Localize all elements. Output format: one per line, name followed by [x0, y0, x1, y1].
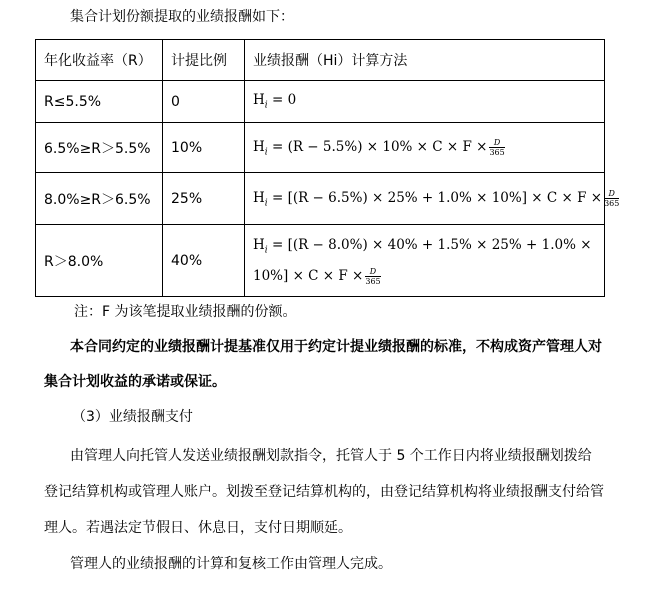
header-annual-return: 年化收益率（R）	[36, 40, 163, 81]
formula-text: = [(R − 8.0%) × 40% + 1.5% × 25% + 1.0% ×	[271, 236, 592, 253]
header-method: 业绩报酬（Hi）计算方法	[245, 40, 605, 81]
payment-line-3: 理人。若遇法定节假日、休息日，支付日期顺延。	[44, 520, 352, 536]
table-row	[36, 81, 605, 123]
table-header-row	[36, 40, 605, 81]
formula-text: = (R − 5.5%) × 10% × C × F ×	[271, 138, 488, 155]
disclaimer-line-2: 集合计划收益的承诺或保证。	[44, 374, 226, 390]
formula-text-cont: 10%] × C × F ×	[253, 268, 364, 285]
performance-fee-table	[35, 39, 620, 297]
payment-line-1: 由管理人向托管人发送业绩报酬划款指令，托管人于 5 个工作日内将业绩报酬划拨给	[70, 448, 592, 464]
final-paragraph: 管理人的业绩报酬的计算和复核工作由管理人完成。	[70, 556, 392, 572]
table-row	[36, 173, 605, 225]
table-note: 注：F 为该笔提取业绩报酬的份额。	[74, 304, 297, 320]
formula-text: = [(R − 6.5%) × 25% + 1.0% × 10%] × C × F ×	[271, 189, 603, 206]
cell-ratio: 40%	[163, 225, 245, 297]
cell-ratio: 0	[163, 81, 245, 123]
disclaimer-line-1: 本合同约定的业绩报酬计提基准仅用于约定计提业绩报酬的标准，不构成资产管理人对	[70, 339, 602, 355]
header-ratio: 计提比例	[163, 40, 245, 81]
cell-range: R≤5.5%	[36, 81, 163, 123]
cell-formula: $H_i = (R - 5.5\%) \times 10\% \times C \times F$ × $\frac{D}{365}$	[245, 123, 605, 173]
cell-range: R＞8.0%	[36, 225, 163, 297]
cell-range: 8.0%≥R＞6.5%	[36, 173, 163, 225]
fraction-d-365: $\frac{D}{365}$	[489, 137, 505, 157]
cell-formula: $H_i = [(R - 8.0\%) \times 40\% + 1.5\% \times 25\% + 1.0\%$ × 10%] × C × F × $\frac{D}{365}$	[245, 225, 605, 297]
cell-range: 6.5%≥R＞5.5%	[36, 123, 163, 173]
cell-ratio: 10%	[163, 123, 245, 173]
fraction-d-365: $\frac{D}{365}$	[604, 188, 620, 208]
intro-text: 集合计划份额提取的业绩报酬如下：	[70, 9, 294, 25]
cell-formula: $H_i = [(R - 6.5\%) \times 25\% + 1.0\% \times 10\%] \times C \times F$ × $\frac{D}{365}$	[245, 173, 605, 225]
payment-line-2: 登记结算机构或管理人账户。划拨至登记结算机构的，由登记结算机构将业绩报酬支付给管	[44, 484, 604, 500]
section-title: （3）业绩报酬支付	[72, 409, 193, 425]
table-row	[36, 123, 605, 173]
formula-text: = 0	[271, 92, 297, 109]
table-row	[36, 225, 605, 297]
cell-ratio: 25%	[163, 173, 245, 225]
cell-formula: $H_i = 0$	[245, 81, 605, 123]
fraction-d-365: $\frac{D}{365}$	[365, 267, 381, 287]
